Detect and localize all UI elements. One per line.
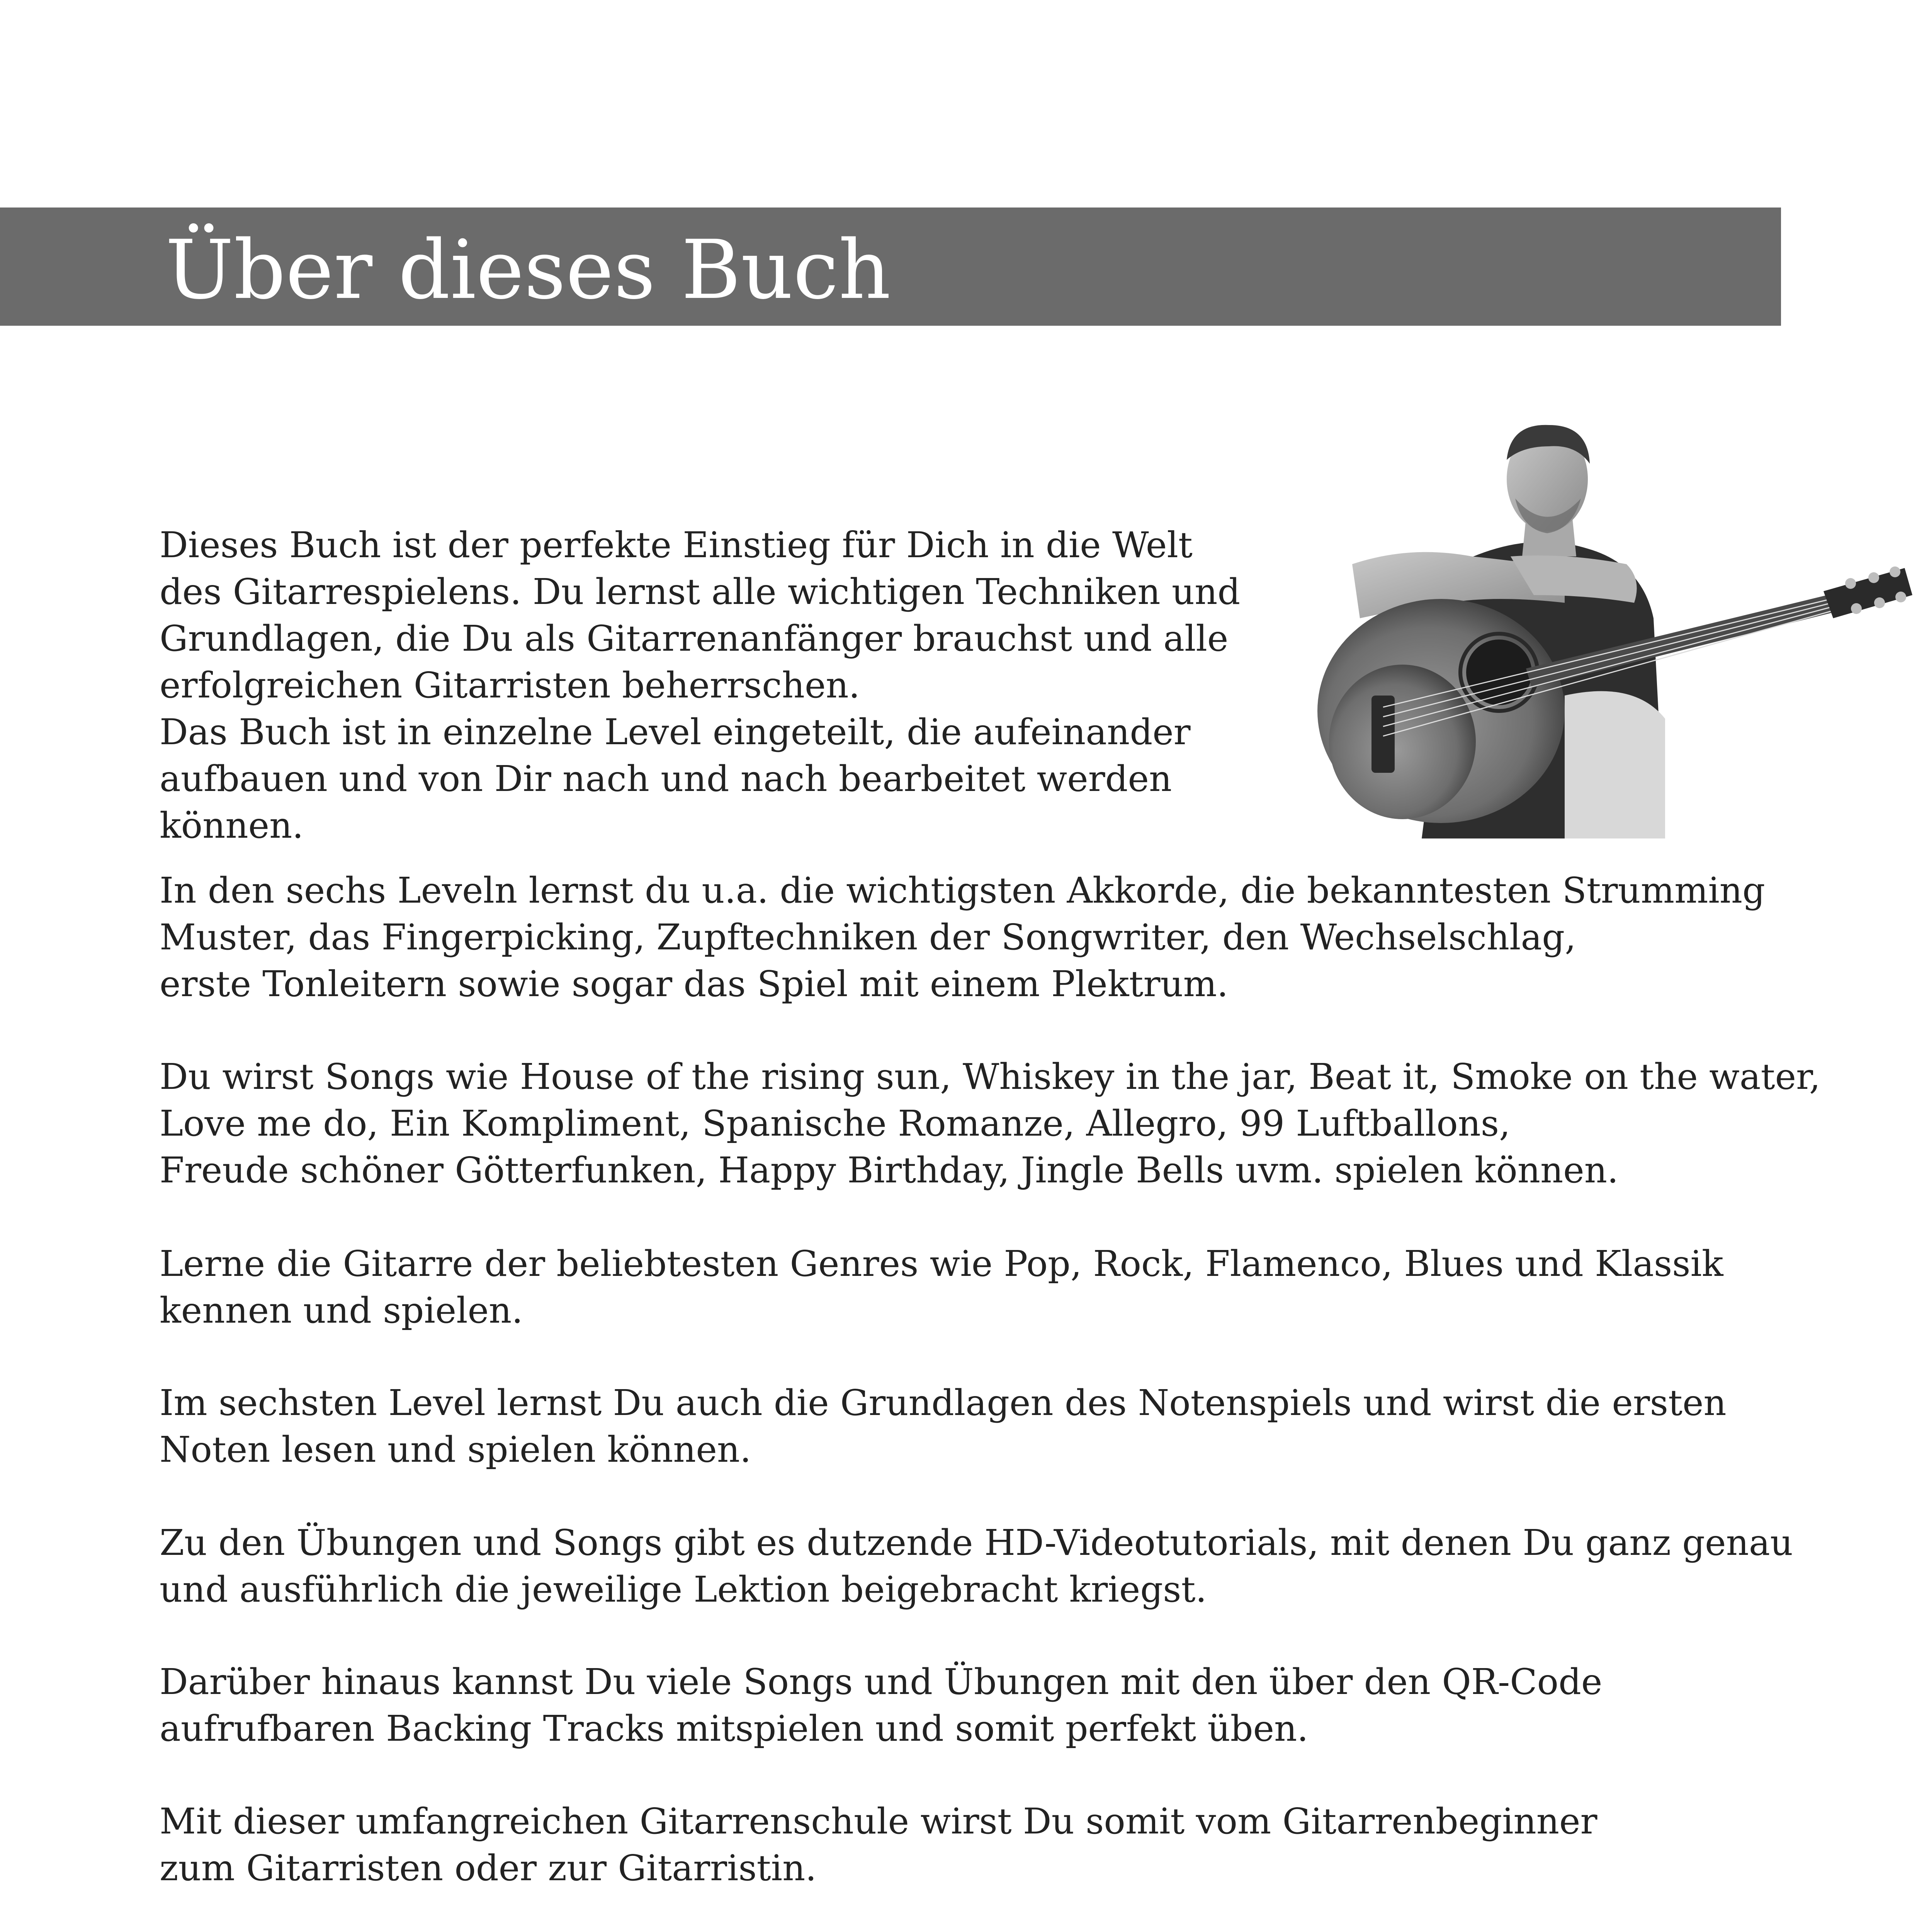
paragraph — [160, 1379, 1727, 1473]
text-line: erfolgreichen Gitarristen beherrschen. — [160, 665, 860, 706]
text-line: Darüber hinaus kannst Du viele Songs und Übungen mit den über den QR-Code — [160, 1661, 1603, 1702]
text-line: Im sechsten Level lernst Du auch die Grundlagen des Notenspiels und wirst die ersten — [160, 1382, 1727, 1423]
text-line: Freude schöner Götterfunken, Happy Birthday, Jingle Bells uvm. spielen können. — [160, 1150, 1619, 1191]
text-line: kennen und spielen. — [160, 1290, 523, 1331]
text-line: Mit dieser umfangreichen Gitarrenschule wirst Du somit vom Gitarrenbeginner — [160, 1801, 1598, 1842]
text-line: Grundlagen, die Du als Gitarrenanfänger brauchst und alle — [160, 618, 1229, 659]
text-line: Love me do, Ein Kompliment, Spanische Romanze, Allegro, 99 Luftballons, — [160, 1103, 1511, 1144]
text-line: Noten lesen und spielen können. — [160, 1429, 751, 1470]
text-line: Muster, das Fingerpicking, Zupftechniken der Songwriter, den Wechselschlag, — [160, 917, 1576, 958]
text-line: und ausführlich die jeweilige Lektion beigebracht kriegst. — [160, 1569, 1207, 1610]
paragraph — [160, 1519, 1793, 1613]
text-line: aufrufbaren Backing Tracks mitspielen und somit perfekt üben. — [160, 1708, 1309, 1749]
text-line: erste Tonleitern sowie sogar das Spiel mit einem Plektrum. — [160, 963, 1229, 1005]
text-line: Du wirst Songs wie House of the rising sun, Whiskey in the jar, Beat it, Smoke on the water, — [160, 1056, 1821, 1097]
title-bar — [0, 207, 1781, 326]
text-line: des Gitarrespielens. Du lernst alle wichtigen Techniken und — [160, 571, 1241, 612]
paragraph — [160, 1240, 1723, 1334]
text-line: können. — [160, 805, 304, 846]
text-line: Zu den Übungen und Songs gibt es dutzende HD-Videotutorials, mit denen Du ganz genau — [160, 1522, 1793, 1563]
intro-paragraph — [160, 522, 1240, 849]
page-title: Über dieses Buch — [165, 223, 891, 317]
text-line: zum Gitarristen oder zur Gitarristin. — [160, 1847, 817, 1889]
text-line: Das Buch ist in einzelne Level eingeteilt, die aufeinander — [160, 711, 1191, 753]
text-line: Dieses Buch ist der perfekte Einstieg für Dich in die Welt — [160, 524, 1193, 566]
paragraph — [160, 867, 1765, 1007]
text-line: aufbauen und von Dir nach und nach bearbeitet werden — [160, 758, 1172, 799]
author-guitar-photo — [1294, 402, 1912, 838]
paragraph — [160, 1053, 1820, 1194]
paragraph — [160, 1798, 1597, 1891]
text-line: Lerne die Gitarre der beliebtesten Genres wie Pop, Rock, Flamenco, Blues und Klassik — [160, 1243, 1723, 1284]
text-line: In den sechs Leveln lernst du u.a. die wichtigsten Akkorde, die bekanntesten Strumming — [160, 870, 1765, 911]
paragraph — [160, 1658, 1602, 1752]
